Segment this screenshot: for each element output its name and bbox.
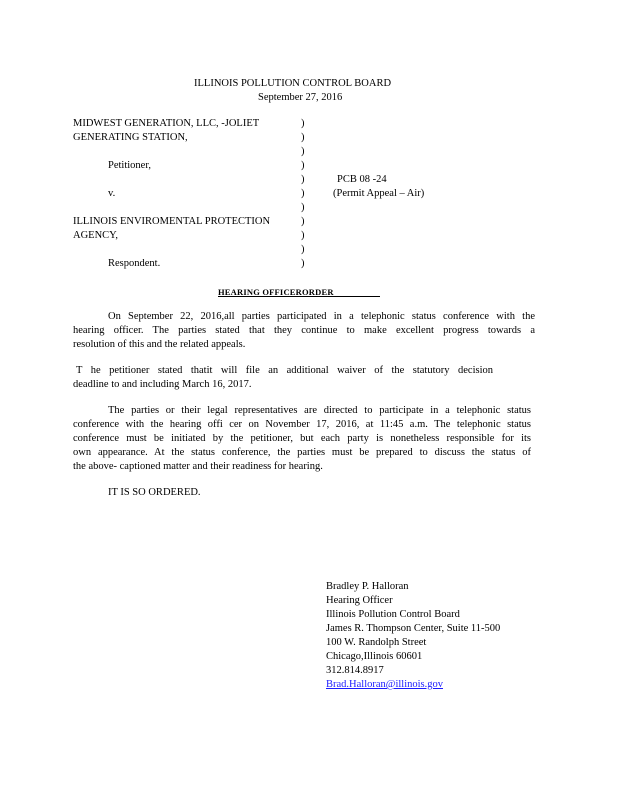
paragraph-line: T he petitioner stated thatit will file an additional waiver of the statutory decision [76, 365, 493, 376]
closing-statement: IT IS SO ORDERED. [108, 487, 201, 498]
paren: ) [301, 174, 305, 185]
paren: ) [301, 216, 305, 227]
paren: ) [301, 188, 305, 199]
respondent-role: Respondent. [108, 258, 161, 269]
paragraph-line: conference must be initiated by the petitioner, but each party is nonetheless responsible for its [73, 433, 531, 444]
respondent-name-line2: AGENCY, [73, 230, 119, 241]
paren: ) [301, 244, 305, 255]
order-title-underline [218, 296, 380, 297]
signer-phone: 312.814.8917 [326, 665, 384, 676]
petitioner-name-line2: GENERATING STATION, [73, 132, 188, 143]
paragraph-line: conference with the hearing offi cer on November 17, 2016, at 11:45 a.m. The telephonic status [73, 419, 531, 430]
paragraph-line: own appearance. At the status conference, the parties must be prepared to discuss the status of [73, 447, 531, 458]
paren: ) [301, 230, 305, 241]
heading-date: September 27, 2016 [258, 92, 343, 103]
case-type: (Permit Appeal – Air) [333, 188, 425, 199]
paren: ) [301, 258, 305, 269]
paragraph-line: On September 22, 2016,all parties participated in a telephonic status conference with the [108, 311, 535, 322]
signer-street: 100 W. Randolph Street [326, 637, 427, 648]
paren: ) [301, 160, 305, 171]
respondent-name-line1: ILLINOIS ENVIROMENTAL PROTECTION [73, 216, 271, 227]
paragraph-line: resolution of this and the related appeals. [73, 339, 246, 350]
signer-title: Hearing Officer [326, 595, 393, 606]
paragraph-line: the above- captioned matter and their readiness for hearing. [73, 461, 323, 472]
paren: ) [301, 146, 305, 157]
agency-heading: ILLINOIS POLLUTION CONTROL BOARD [194, 78, 392, 89]
paren: ) [301, 202, 305, 213]
case-number: PCB 08 -24 [337, 174, 387, 185]
paragraph-status-conference [73, 310, 535, 352]
paragraph-line: The parties or their legal representatives are directed to participate in a telephonic status [108, 405, 531, 416]
paragraph-line: hearing officer. The parties stated that they continue to make excellent progress towards a [73, 325, 535, 336]
signer-city: Chicago,Illinois 60601 [326, 651, 423, 662]
order-title: HEARING OFFICERORDER [218, 287, 334, 297]
signer-name: Bradley P. Halloran [326, 581, 409, 592]
paragraph-waiver [73, 364, 493, 392]
versus-label: v. [108, 188, 116, 199]
paragraph-directive [73, 404, 531, 474]
paren: ) [301, 118, 305, 129]
signer-board: Illinois Pollution Control Board [326, 609, 460, 620]
email-link[interactable]: Brad.Halloran@illinois.gov [326, 679, 443, 690]
paragraph-line: deadline to and including March 16, 2017. [73, 379, 252, 390]
petitioner-name-line1: MIDWEST GENERATION, LLC, -JOLIET [73, 118, 260, 129]
signer-building: James R. Thompson Center, Suite 11-500 [326, 623, 501, 634]
signer-email-wrap [326, 678, 471, 692]
petitioner-role: Petitioner, [108, 160, 152, 171]
paren: ) [301, 132, 305, 143]
